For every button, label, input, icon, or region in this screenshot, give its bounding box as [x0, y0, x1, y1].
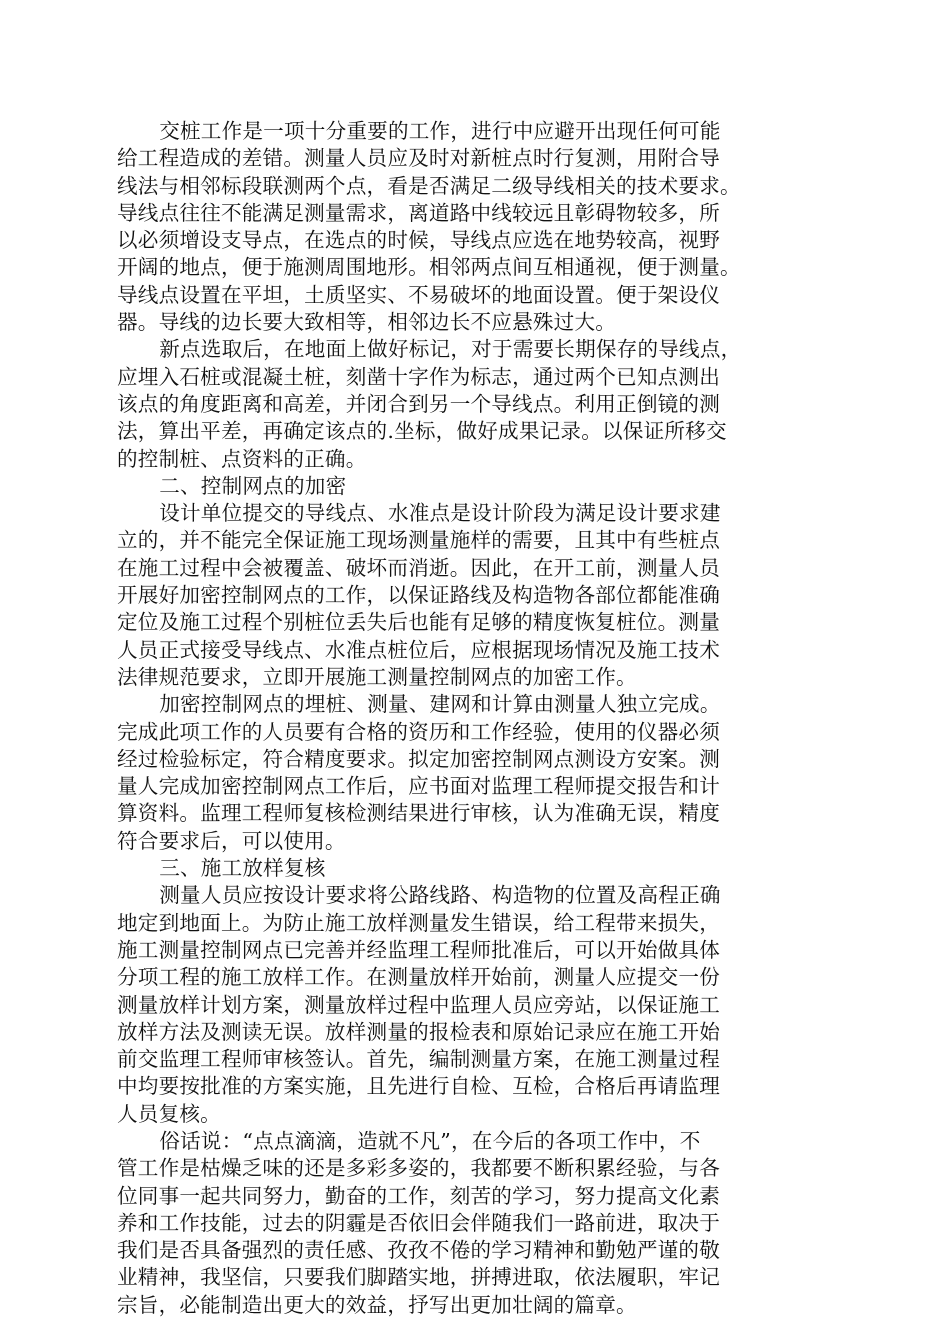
paragraph-survey-handover: 交桩工作是一项十分重要的工作，进行中应避开出现任何可能 给工程造成的差错。测量人员应及时对新桩点时行复测，用附合导 线法与相邻标段联测两个点，看是否满足二级导线相关的技术要求。 导线点往往不能满足测量需求，离道路中线较远且彰碍物较多，所 以必须增设支导点，在选点的时候，导线点应选在地势较高，视野 开阔的地点，便于施测周围地形。相邻两点间互相通视，便于测量。 导线点设置在平坦，土质坚实、不易破坏的地面设置。便于架设仪 器。导线的边长要大致相等，相邻边长不应悬殊过大。 [117, 119, 741, 335]
section-heading-setting-out-review: 三、施工放样复核 [159, 856, 326, 881]
paragraph-new-point-selection: 新点选取后，在地面上做好标记，对于需要长期保存的导线点， 应埋入石桩或混凝土桩，刻凿十字作为标志，通过两个已知点测出 该点的角度距离和高差，并闭合到另一个导线点。利用正倒镜的测 法，算出平差，再确定该点的.坐标，做好成果记录。以保证所移交 的控制桩、点资料的正确。 [117, 337, 742, 471]
paragraph-setting-out: 测量人员应按设计要求将公路线路、构造物的位置及高程正确 地定到地面上。为防止施工放样测量发生错误，给工程带来损失， 施工测量控制网点已完善并经监理工程师批准后，可以开始做具体 分项工程的施工放样工作。在测量放样开始前，测量人应提交一份 测量放样计划方案，测量放样过程中监理人员应旁站，以保证施工 放样方法及测读无误。放样测量的报检表和原始记录应在施工开始 前交监理工程师审核签认。首先，编制测量方案，在施工测量过程 中均要按批准的方案实施，且先进行自检、互检，合格后再请监理 人员复核。 [117, 883, 721, 1126]
paragraph-design-points: 设计单位提交的导线点、水准点是设计阶段为满足设计要求建 立的，并不能完全保证施工现场测量施样的需要，且其中有些桩点 在施工过程中会被覆盖、破坏而消逝。因此，在开工前，测量人员 开展好加密控制网点的工作，以保证路线及构造物各部位都能准确 定位及施工过程个别桩位丢失后也能有足够的精度恢复桩位。测量 人员正式接受导线点、水准点桩位后，应根据现场情况及施工技术 法律规范要求，立即开展施工测量控制网点的加密工作。 [117, 501, 721, 689]
paragraph-densification-work: 加密控制网点的埋桩、测量、建网和计算由测量人独立完成。 完成此项工作的人员要有合格的资历和工作经验，使用的仪器必须 经过检验标定，符合精度要求。拟定加密控制网点测设方安案。测 量人完成加密控制网点工作后，应书面对监理工程师提交报告和计 算资料。监理工程师复核检测结果进行审核，认为准确无误，精度 符合要求后，可以使用。 [117, 692, 721, 853]
paragraph-closing-statement: 俗话说：“点点滴滴，造就不凡”，在今后的各项工作中，不 管工作是枯燥乏味的还是多彩多姿的，我都要不断积累经验，与各 位同事一起共同努力，勤奋的工作，刻苦的学习，努力提高文化素 养和工作技能，过去的阴霾是否依旧会伴随我们一路前进，取决于 我们是否具备强烈的责任感、孜孜不倦的学习精神和勤勉严谨的敬 业精神，我坚信，只要我们脚踏实地，拼搏进取，依法履职，牢记 宗旨，必能制造出更大的效益，抒写出更加壮阔的篇章。 [117, 1128, 721, 1317]
section-heading-control-network: 二、控制网点的加密 [159, 473, 347, 498]
document-page [117, 118, 831, 1319]
